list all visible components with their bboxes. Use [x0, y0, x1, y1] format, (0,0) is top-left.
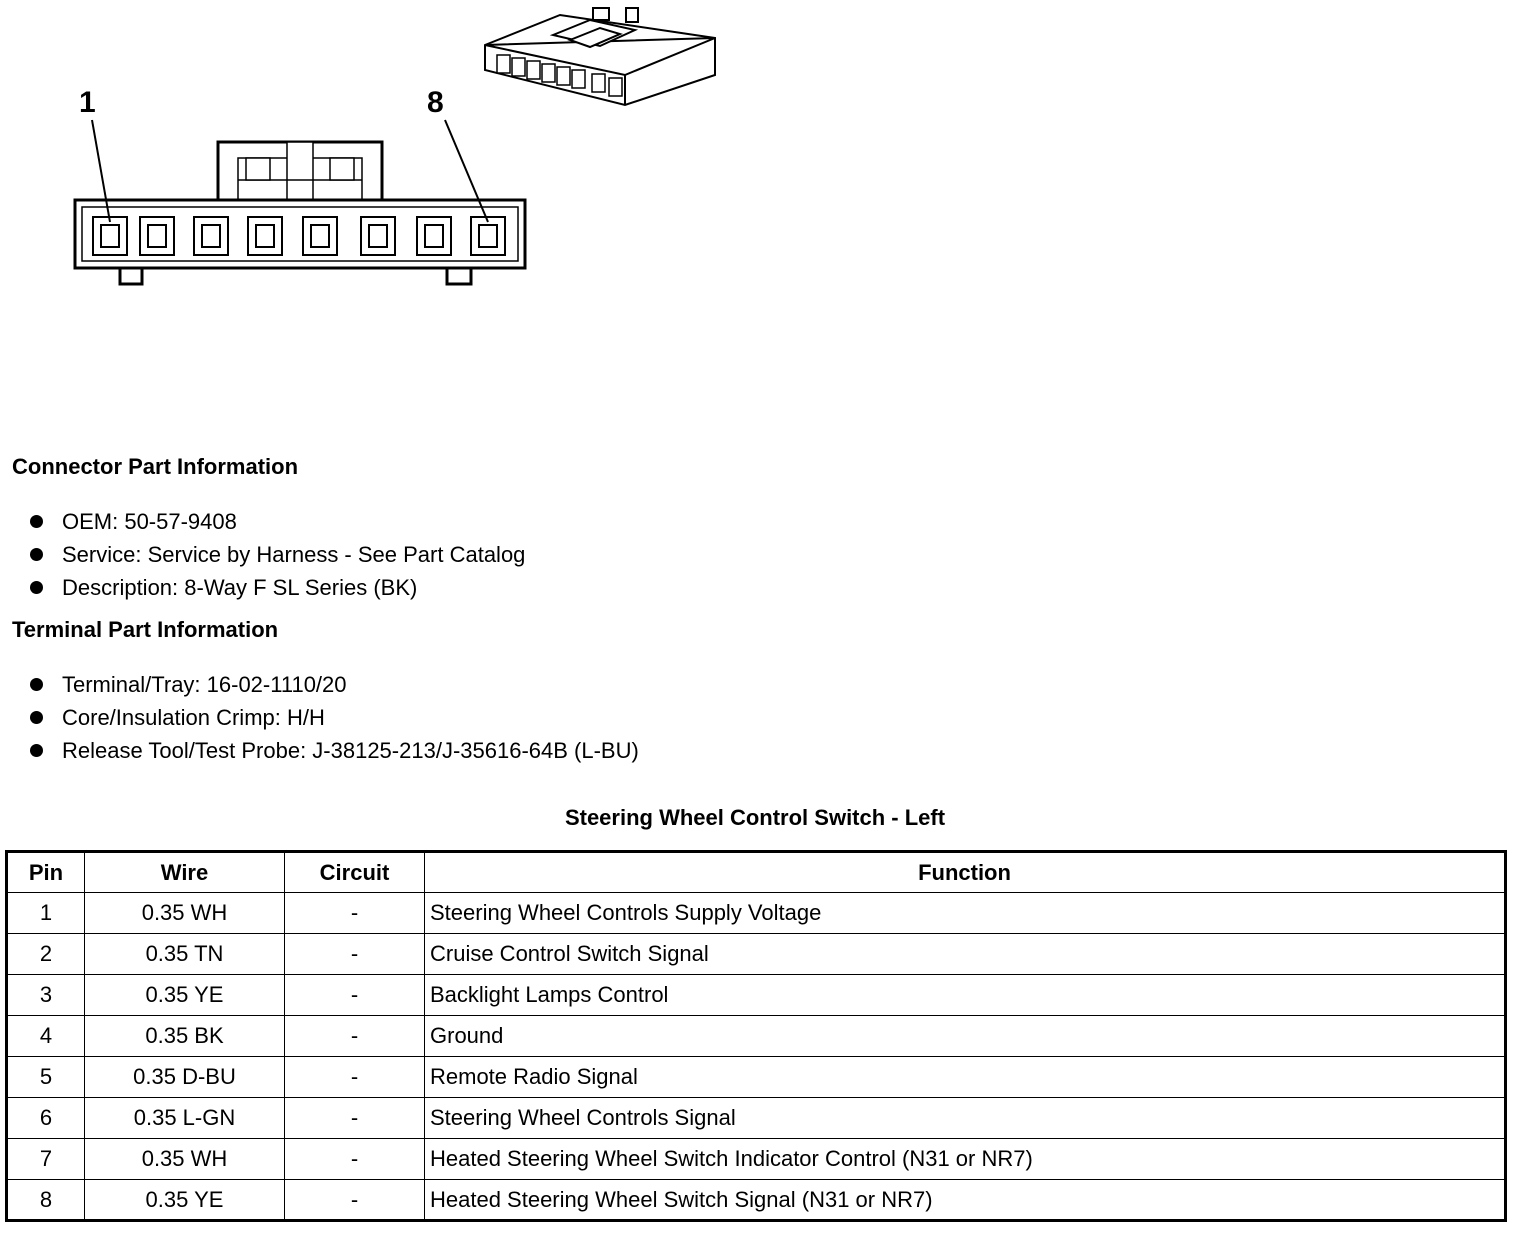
list-item	[30, 538, 525, 571]
column-header-wire: Wire	[85, 852, 285, 893]
column-header-circuit: Circuit	[285, 852, 425, 893]
table-row	[7, 1016, 1506, 1057]
list-item	[30, 701, 639, 734]
table-row	[7, 1098, 1506, 1139]
terminal-part-info-heading: Terminal Part Information	[12, 617, 279, 642]
bullet-icon	[30, 678, 43, 691]
cell-wire: 0.35 L-GN	[85, 1098, 285, 1139]
cell-function: Heated Steering Wheel Switch Indicator Control (N31 or NR7)	[425, 1139, 1506, 1180]
bullet-icon	[30, 744, 43, 757]
bullet-icon	[30, 581, 43, 594]
connector-part-info-list	[30, 505, 525, 604]
bullet-icon	[30, 548, 43, 561]
cell-circuit: -	[285, 893, 425, 934]
terminal-part-info-list	[30, 668, 639, 767]
cell-pin: 8	[7, 1180, 85, 1221]
table-row	[7, 1180, 1506, 1221]
connector-diagram	[0, 0, 760, 310]
cell-function: Steering Wheel Controls Supply Voltage	[425, 893, 1506, 934]
list-item-text: OEM: 50-57-9408	[62, 509, 237, 534]
connector-front-view	[75, 142, 525, 284]
cell-pin: 2	[7, 934, 85, 975]
cell-circuit: -	[285, 1057, 425, 1098]
cell-function: Backlight Lamps Control	[425, 975, 1506, 1016]
table-row	[7, 1139, 1506, 1180]
cell-pin: 6	[7, 1098, 85, 1139]
pin-table-title: Steering Wheel Control Switch - Left	[564, 805, 946, 830]
bullet-icon	[30, 515, 43, 528]
column-header-function: Function	[425, 852, 1506, 893]
pin-table	[5, 850, 1507, 1222]
list-item	[30, 734, 639, 767]
table-header-row	[7, 852, 1506, 893]
list-item-text: Core/Insulation Crimp: H/H	[62, 705, 325, 730]
cell-wire: 0.35 D-BU	[85, 1057, 285, 1098]
cell-function: Cruise Control Switch Signal	[425, 934, 1506, 975]
table-row	[7, 893, 1506, 934]
pin-8-callout: 8	[427, 86, 444, 119]
cell-circuit: -	[285, 1098, 425, 1139]
cell-wire: 0.35 TN	[85, 934, 285, 975]
cell-pin: 4	[7, 1016, 85, 1057]
column-header-pin: Pin	[7, 852, 85, 893]
list-item	[30, 505, 525, 538]
table-row	[7, 1057, 1506, 1098]
connector-isometric-view	[485, 8, 715, 105]
cell-wire: 0.35 WH	[85, 893, 285, 934]
cell-circuit: -	[285, 975, 425, 1016]
cell-pin: 3	[7, 975, 85, 1016]
cell-function: Heated Steering Wheel Switch Signal (N31 or NR7)	[425, 1180, 1506, 1221]
cell-circuit: -	[285, 934, 425, 975]
pin-1-callout: 1	[79, 86, 96, 119]
cell-function: Remote Radio Signal	[425, 1057, 1506, 1098]
cell-wire: 0.35 YE	[85, 1180, 285, 1221]
cell-function: Steering Wheel Controls Signal	[425, 1098, 1506, 1139]
cell-circuit: -	[285, 1180, 425, 1221]
cell-function: Ground	[425, 1016, 1506, 1057]
cell-pin: 7	[7, 1139, 85, 1180]
list-item-text: Terminal/Tray: 16-02-1110/20	[62, 672, 347, 697]
cell-pin: 5	[7, 1057, 85, 1098]
table-row	[7, 975, 1506, 1016]
cell-circuit: -	[285, 1139, 425, 1180]
table-row	[7, 934, 1506, 975]
list-item-text: Release Tool/Test Probe: J-38125-213/J-35616-64B (L-BU)	[62, 738, 639, 763]
cell-wire: 0.35 YE	[85, 975, 285, 1016]
list-item-text: Description: 8-Way F SL Series (BK)	[62, 575, 418, 600]
cell-wire: 0.35 WH	[85, 1139, 285, 1180]
list-item-text: Service: Service by Harness - See Part Catalog	[62, 542, 526, 567]
cell-wire: 0.35 BK	[85, 1016, 285, 1057]
cell-circuit: -	[285, 1016, 425, 1057]
bullet-icon	[30, 711, 43, 724]
cell-pin: 1	[7, 893, 85, 934]
list-item	[30, 668, 639, 701]
list-item	[30, 571, 525, 604]
connector-part-info-heading: Connector Part Information	[12, 454, 299, 479]
